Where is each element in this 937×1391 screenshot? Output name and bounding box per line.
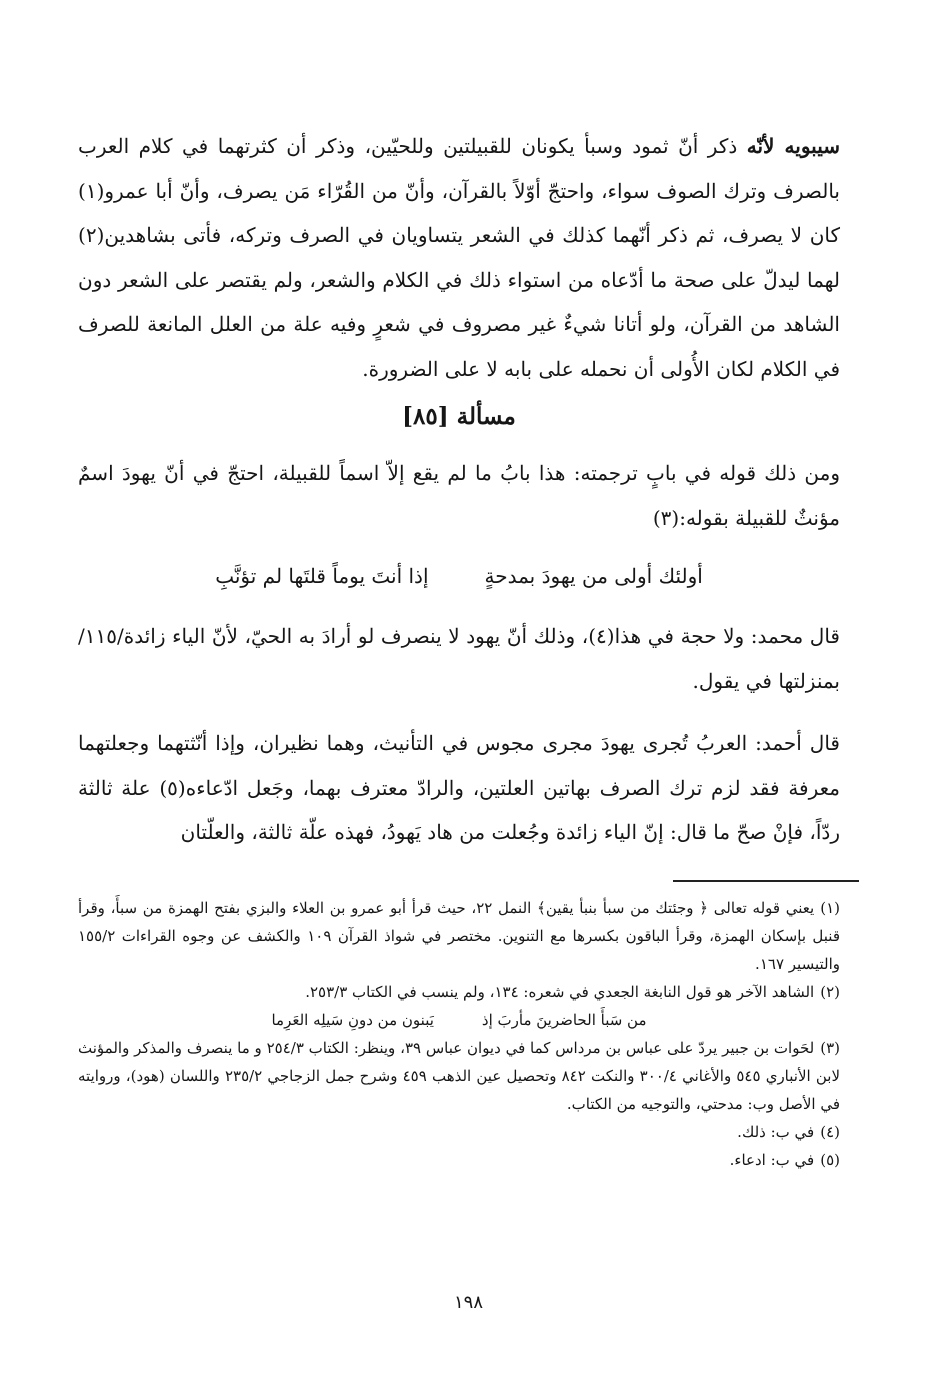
footnote-4	[78, 1118, 840, 1146]
footnote-2	[78, 978, 840, 1006]
paragraph-gap	[78, 703, 840, 721]
poetry-verse	[78, 554, 840, 598]
footnote-1	[78, 894, 840, 978]
paragraph-3: قال محمد: ولا حجة في هذا(٤)، وذلك أنّ يهود لا ينصرف لو أرادَ به الحيّ، لأنّ الياء زائدة/١١٥/ بمنزلتها في يقول.	[78, 624, 840, 693]
footnote-number: (٥)	[820, 1151, 840, 1169]
paragraph-1-lead: سيبويه لأنّه	[746, 134, 840, 158]
footnote-number: (١)	[820, 899, 841, 917]
footnote-number: (٤)	[820, 1123, 840, 1141]
footnote-verse-second: يَبنون من دونِ سَيلِه العَرِما	[271, 1011, 434, 1029]
footnote-text: لحَوات بن جبير يردّ على عباس بن مرداس كما في ديوان عباس ٣٩، وينظر: الكتاب ٢٥٤/٣ و ما ينصرف والمذكر والمؤنث لابن الأنباري ٥٤٥ والأغاني ٣٠٠/٤ والنكت ٨٤٢ وتحصيل عين الذهب ٤٥٩ وشرح جمل الزجاجي ٢٣٥/٢ واللسان (هود)، وروايته في الأصل وب: مدحتي، والتوجيه من الكتاب.	[78, 1039, 840, 1113]
paragraph-1-text: ذكر أنّ ثمود وسبأ يكونان للقبيلتين وللحيّين، وذكر أن كثرتهما في كلام العرب بالصرف وترك الصوف سواء، واحتجّ أوّلاً بالقرآن، وأنّ من القُرّاء مَن يصرف، وأنّ أبا عمرو(١) كان لا يصرف، ثم ذكر أنّهما كذلك في الشعر يتساويان في الصرف وتركه، فأتى بشاهدين(٢) لهما ليدلّ على صحة ما أدّعاه من استواء ذلك في الكلام والشعر، ولم يقتصر على الشعر دون الشاهد من القرآن، ولو أتانا شيءٌ غير مصروف في شعرٍ وفيه علة من العلل المانعة للصرف في الكلام لكان الأُولى أن نحمله على بابه لا على الضرورة.	[78, 134, 840, 381]
footnote-verse	[78, 1006, 840, 1034]
main-text	[78, 124, 840, 855]
footnote-text: يعني قوله تعالى ﴿ وجئتك من سبأ بنبأ يقين﴾ النمل ٢٢، حيث قرأ أبو عمرو بن العلاء والبزي بفتح الهمزة من سبأَ، وقرأ قنبل بإسكان الهمزة، وقرأ الباقون بكسرها مع التنوين. مختصر في شواذ القرآن ١٠٩ والكشف عن وجوه القراءات ١٥٥/٢ والتيسير ١٦٧.	[78, 899, 841, 973]
page-number: ١٩٨	[453, 1292, 483, 1313]
footnote-5	[78, 1146, 840, 1174]
footnote-text: الشاهد الآخر هو قول النابغة الجعدي في شعره: ١٣٤، ولم ينسب في الكتاب ٢٥٣/٣.	[305, 983, 815, 1001]
paragraph-4: قال أحمد: العربُ تُجرى يهودَ مجرى مجوس في التأنيث، وهما نظيران، وإذا أنّثتهما وجعلتهما معرفة فقد لزم ترك الصرف بهاتين العلتين، والرادّ معترف بهما، وجَعل ادّعاءه(٥) علة ثالثة ردّاً، فإنْ صحّ ما قال: إنّ الياء زائدة وجُعلت من هاد يَهودُ، فهذه علّة ثالثة، والعلّتان	[78, 731, 840, 844]
verse-first-hemistich: أولئك أولى من يهودَ بمدحةٍ	[484, 564, 703, 588]
footnote-3	[78, 1034, 840, 1118]
section-heading: مسألة [٨٥]	[402, 403, 516, 430]
footnote-number: (٢)	[820, 983, 840, 1001]
verse-second-hemistich: إذا أنتَ يوماً قلتَها لم تؤنَّبِ	[215, 564, 429, 588]
paragraph-1	[78, 124, 840, 391]
paragraph-2: ومن ذلك قوله في بابٍ ترجمته: هذا بابُ ما لم يقع إلاّ اسماً للقبيلة، احتجّ في أنّ يهودَ اسمٌ مؤنثٌ للقبيلة بقوله:(٣)	[78, 461, 840, 530]
footnote-number: (٣)	[820, 1039, 841, 1057]
footnote-verse-first: من سَبأَ الحاضرينَ مأربَ إذ	[481, 1011, 647, 1029]
footnote-separator	[673, 880, 859, 882]
footnote-text: في ب: ادعاء.	[729, 1151, 815, 1169]
footnotes	[78, 894, 840, 1174]
footnote-text: في ب: ذلك.	[737, 1123, 815, 1141]
